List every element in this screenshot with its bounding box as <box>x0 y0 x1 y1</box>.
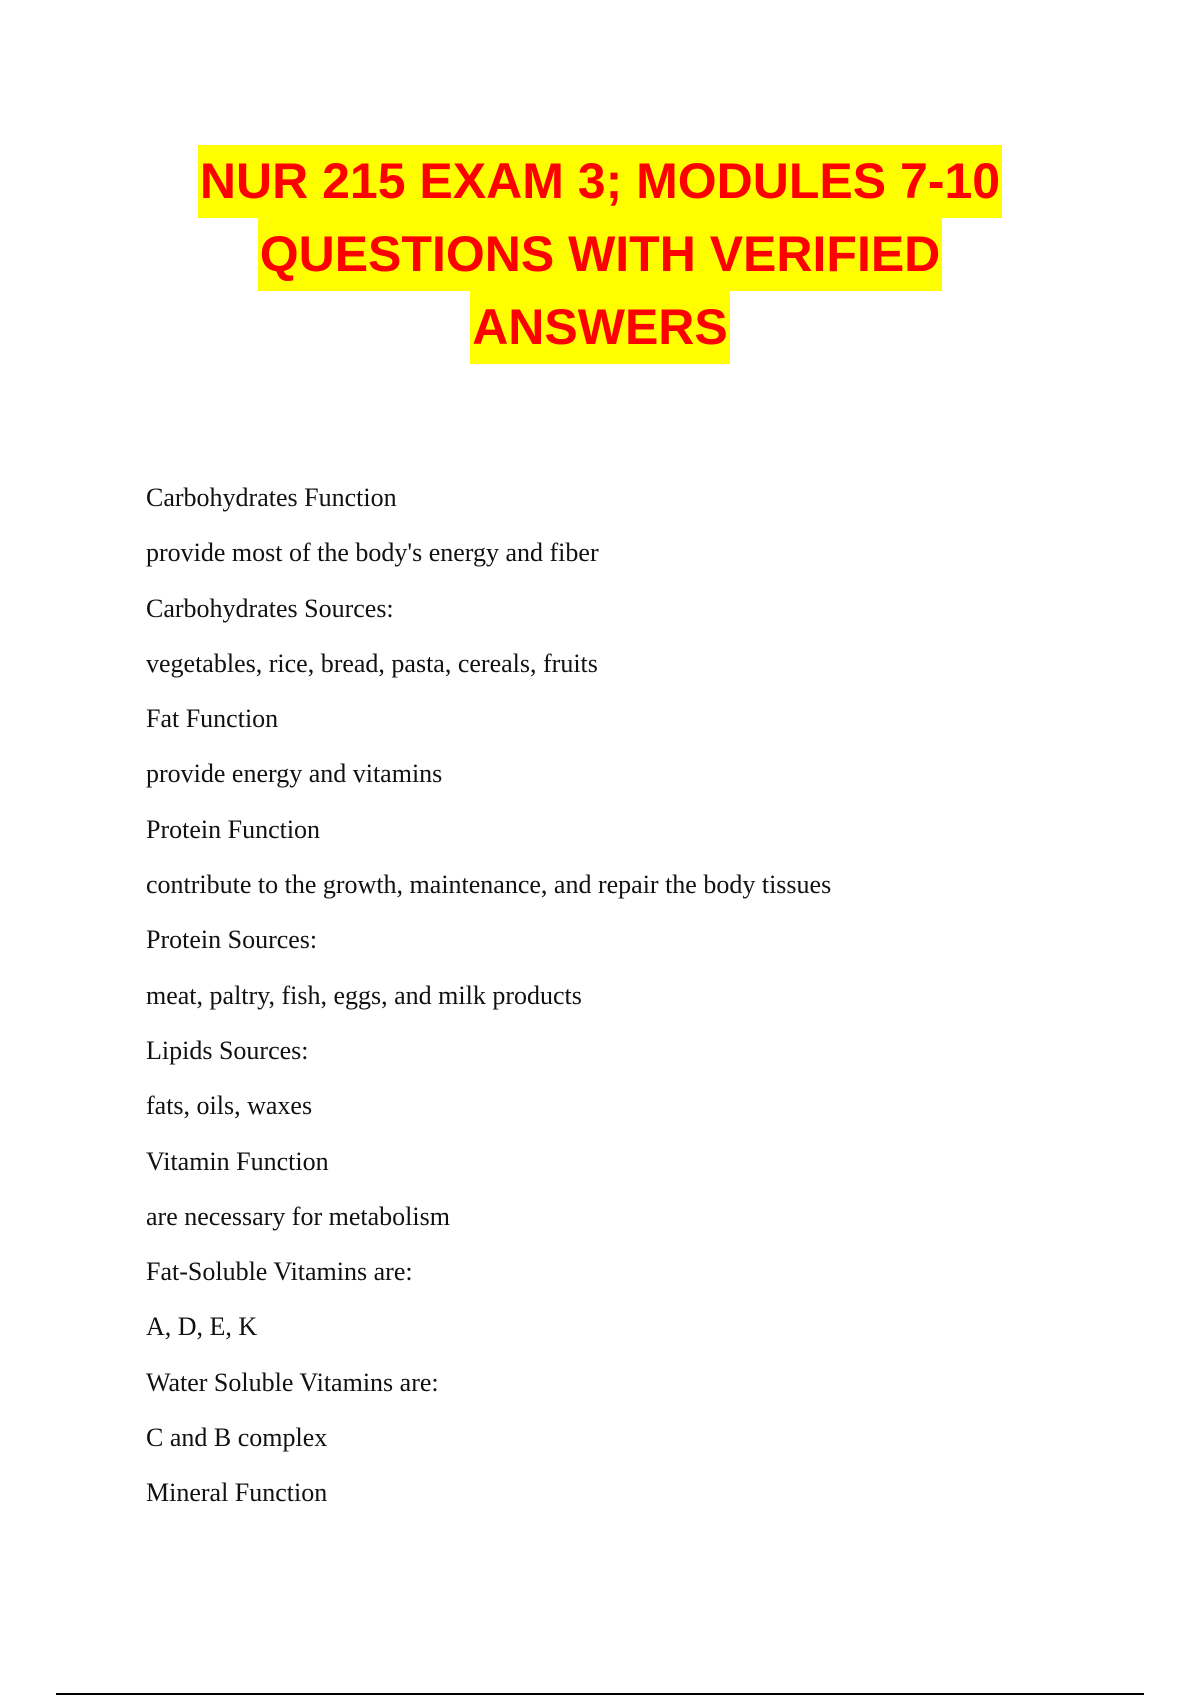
question-term: Carbohydrates Function <box>146 483 397 512</box>
answer-text: are necessary for metabolism <box>146 1201 450 1231</box>
question-term: Fat Function <box>146 704 279 734</box>
question-term: Water Soluble Vitamins are: <box>146 1367 439 1397</box>
document-title <box>0 145 1200 364</box>
answer-text: vegetables, rice, bread, pasta, cereals, fruits <box>146 648 598 678</box>
qa-content <box>146 478 1146 1529</box>
question-term: Lipids Sources: <box>146 1035 309 1065</box>
answer-text: fats, oils, waxes <box>146 1091 313 1121</box>
question-term: Vitamin Function <box>146 1146 329 1176</box>
title-line-1: NUR 215 EXAM 3; MODULES 7-10 <box>198 145 1002 218</box>
answer-text: A, D, E, K <box>146 1312 258 1342</box>
question-term: Carbohydrates Sources: <box>146 593 394 623</box>
answer-text: provide most of the body's energy and fiber <box>146 538 599 568</box>
answer-text: provide energy and vitamins <box>146 759 443 789</box>
question-term: Fat-Soluble Vitamins are: <box>146 1257 413 1287</box>
question-term: Protein Sources: <box>146 925 318 955</box>
question-term: Protein Function <box>146 814 321 844</box>
question-term: Mineral Function <box>146 1478 328 1508</box>
answer-text: meat, paltry, fish, eggs, and milk products <box>146 980 582 1010</box>
page-footer-divider <box>56 1693 1144 1695</box>
answer-text: contribute to the growth, maintenance, and repair the body tissues <box>146 870 832 900</box>
answer-text: C and B complex <box>146 1423 328 1453</box>
title-line-3: ANSWERS <box>470 291 730 364</box>
title-line-2: QUESTIONS WITH VERIFIED <box>258 218 943 291</box>
